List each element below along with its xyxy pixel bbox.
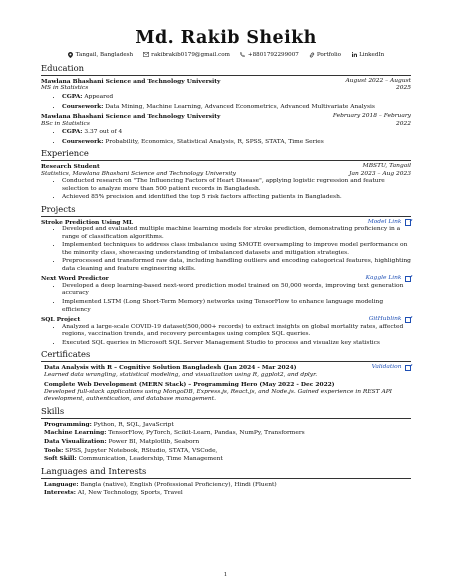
phone-icon [240,52,246,60]
list-item: • Coursework: Probability, Economics, Statistical Analysis, R, SPSS, STATA, Time Series [62,138,411,147]
project-entry [41,316,411,347]
language-row: Language: Bangla (native), English (Professional Proficiency), Hindi (Fluent) [44,480,277,488]
project-bullets [41,226,411,273]
skill-row: Data Visualization: Power BI, Matplotlib, Seaborn [44,437,200,445]
list-item: • Developed and evaluated multiple machine learning models for stroke prediction, demonstrating proficiency in a range of classification algorithms. [62,226,411,241]
resume-name: Md. Rakib Sheikh [135,28,317,48]
project-name: Stroke Prediction Using ML [41,218,134,226]
project-link[interactable]: Model Link [368,219,411,227]
contact-phone[interactable] [240,52,299,61]
list-item: • Developed a deep learning-based next-word prediction model trained on 50,000 words, improving text generation accuracy [62,283,411,298]
external-link-icon [405,365,412,372]
linkedin-icon [351,52,357,60]
contact-email[interactable] [143,52,230,61]
contact-location [68,52,133,61]
skill-row: Tools: SPSS, Jupyter Notebook, RStudio, STATA, VSCode, [44,446,218,454]
external-link-icon [405,276,412,283]
location-icon [68,52,74,61]
education-institution: Mawlana Bhashani Science and Technology University [41,77,221,85]
education-date-year: 2022 [396,120,411,127]
list-item: • Executed SQL queries in Microsoft SQL Server Management Studio to process and visualize key statistics [62,340,411,348]
certificate-desc: Developed full-stack applications using MongoDB, Express.js, React.js, and Node.js. Gained experience in REST API development, authentication, and database management. [44,388,393,403]
education-details [41,93,411,111]
certificate-link[interactable]: Validation [372,364,411,372]
list-item: • Implemented LSTM (Long Short-Term Memory) networks using TensorFlow to enhance language modeling efficiency [62,299,411,314]
certificate-entry [44,364,411,379]
contact-phone-text[interactable]: +8801792299007 [247,52,299,59]
list-item: • Preprocessed and transformed raw data, including handling outliers and encoding categorical features, highlighting data cleaning and feature engineering skills. [62,258,411,273]
experience-role: Research Student [41,163,100,171]
contact-location-text: Tangail, Bangladesh [75,52,134,59]
interests-row: Interests: AI, New Technology, Sports, Travel [44,489,183,497]
languages-heading: Languages and Interests [41,466,411,479]
projects-heading: Projects [41,204,411,217]
certificate-entry [44,381,411,404]
project-entry [41,275,411,314]
project-name: Next Word Predictor [41,275,109,283]
education-heading: Education [41,63,411,76]
certificate-name: Data Analysis with R – Cognitive Solution Bangladesh (Jan 2024 - Mar 2024) [44,364,297,372]
contact-linkedin-text[interactable]: LinkedIn [359,52,385,59]
experience-place: Statistics, Mawlana Bhashani Science and Technology University [41,170,236,177]
education-date-year: 2025 [396,85,411,92]
list-item: • CGPA: Appeared [62,93,411,102]
contact-linkedin[interactable] [351,52,384,61]
skills-heading: Skills [41,406,411,419]
project-bullets [41,283,411,314]
project-link[interactable]: GitHublink [369,316,411,324]
education-entry [41,113,411,146]
external-link-icon [405,219,412,226]
project-entry [41,219,411,274]
experience-heading: Experience [41,148,411,161]
education-section [41,78,411,146]
link-icon [309,52,315,61]
list-item: • CGPA: 3.37 out of 4 [62,128,411,137]
education-institution: Mawlana Bhashani Science and Technology University [41,113,221,121]
list-item: • Coursework: Data Mining, Machine Learning, Advanced Econometrics, Advanced Multivariate Analysis [62,103,411,112]
email-icon [143,52,149,60]
skills-section [41,421,411,464]
external-link-icon [405,317,412,324]
project-name: SQL Project [41,316,81,324]
contact-portfolio-text[interactable]: Portfolio [316,52,342,59]
skill-row: Programming: Python, R, SQL, JavaScript [44,420,174,428]
project-bullets [41,324,411,348]
education-date: August 2022 – August [345,77,411,84]
list-item: • Analyzed a large-scale COVID-19 dataset(500,000+ records) to extract insights on global mortality rates, affected regions, vaccination trends, and recovery percentages using complex SQL queries. [62,324,411,339]
skill-row: Soft Skill: Communication, Leadership, Time Management [44,455,223,463]
contact-email-text[interactable]: rakibrakib0179@gmail.com [151,52,230,59]
projects-section [41,219,411,348]
experience-entry [41,163,411,202]
contact-portfolio[interactable] [309,52,341,61]
list-item: • Conducted research on "The Influencing Factors of Heart Disease", applying logistic regression and feature selection to analyze more than 500 patient records in Bangladesh. [62,178,411,193]
skill-row: Machine Learning: TensorFlow, PyTorch, Scikit-Learn, Pandas, NumPy, Transformers [44,429,305,437]
languages-section [41,481,411,498]
experience-dates: Jan 2023 – Aug 2023 [349,170,411,177]
experience-org: MBSTU, Tangail [362,163,411,170]
project-link[interactable]: Kaggle Link [366,275,411,283]
education-degree: BSc in Statistics [41,120,90,127]
list-item: • Implemented techniques to address class imbalance using SMOTE oversampling to improve model performance on the minority class, showcasing understanding of imbalanced datasets and mitigation strategies. [62,242,411,257]
certificates-heading: Certificates [41,349,411,362]
education-degree: MS in Statistics [41,85,89,92]
contact-bar [41,52,411,61]
list-item: • Achieved 85% precision and identified the top 5 risk factors affecting patients in Bangladesh. [62,194,411,202]
page-number: 1 [223,572,228,578]
education-details [41,128,411,146]
certificate-name: Complete Web Development (MERN Stack) – Programming Hero (May 2022 - Dec 2022) [44,381,335,389]
education-date: February 2018 – February [332,113,411,120]
experience-bullets [41,178,411,202]
certificates-section [41,364,411,404]
certificate-desc: Learned data wrangling, statistical modeling, and visualization using R, ggplot2, and dplyr. [44,371,318,378]
education-entry [41,78,411,111]
